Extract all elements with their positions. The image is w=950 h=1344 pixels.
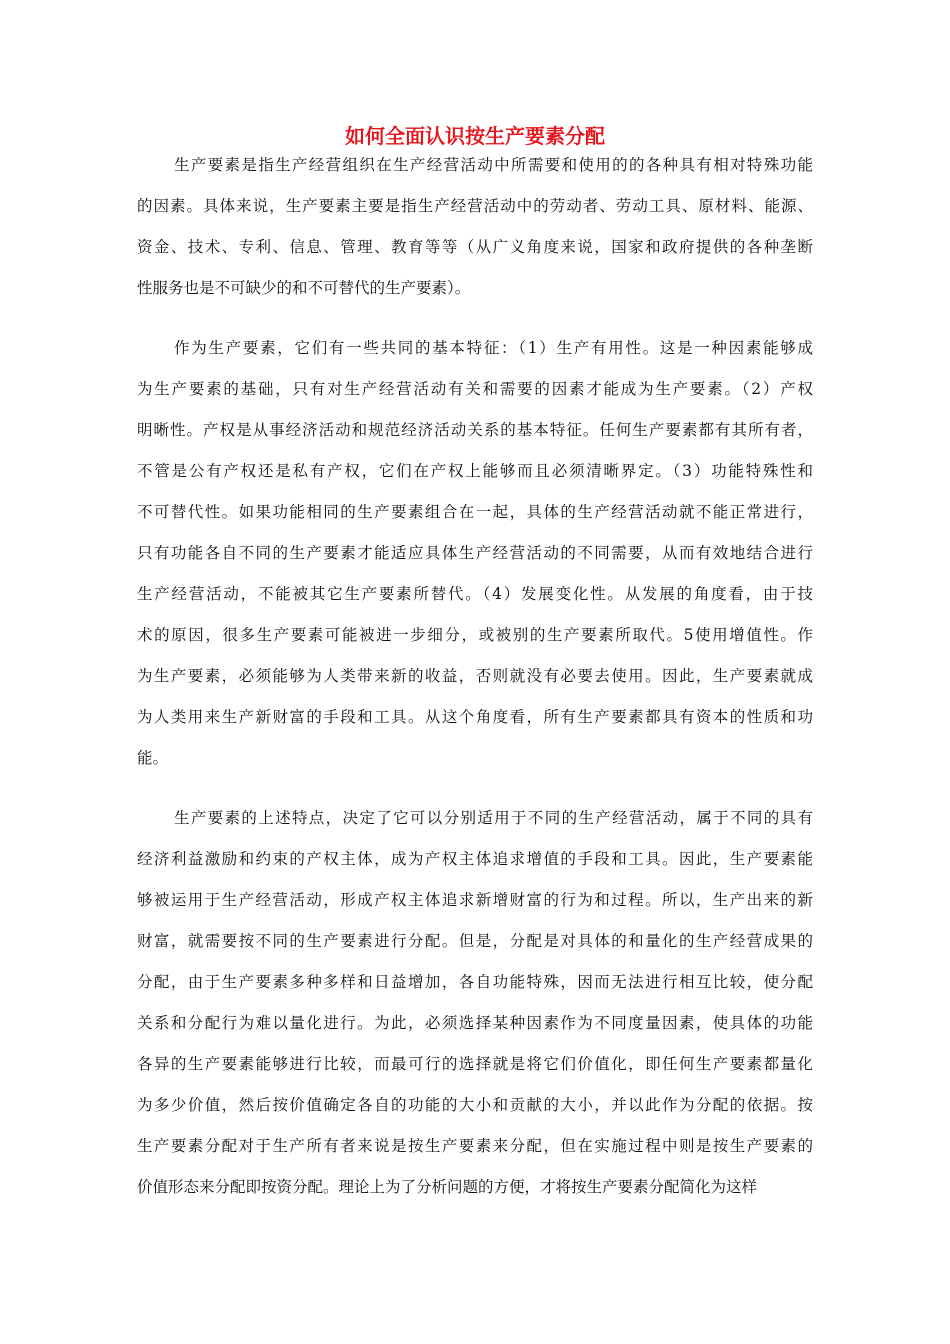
paragraph-line: 不可替代性。如果功能相同的生产要素组合在一起，具体的生产经营活动就不能正常进行，	[137, 503, 813, 521]
paragraph-line: 为多少价值，然后按价值确定各自的功能的大小和贡献的大小，并以此作为分配的依据。按	[137, 1096, 813, 1114]
document-title: 如何全面认识按生产要素分配	[345, 124, 605, 148]
paragraph-line: 作为生产要素，它们有一些共同的基本特征：（1）生产有用性。这是一种因素能够成	[174, 339, 813, 357]
document-body	[137, 151, 813, 1233]
paragraph-line: 只有功能各自不同的生产要素才能适应具体生产经营活动的不同需要，从而有效地结合进行	[137, 544, 813, 562]
paragraph-line: 资金、技术、专利、信息、管理、教育等等（从广义角度来说，国家和政府提供的各种垄断	[137, 238, 813, 256]
paragraph-line: 的因素。具体来说，生产要素主要是指生产经营活动中的劳动者、劳动工具、原材料、能源、	[137, 197, 813, 215]
paragraph-line: 各异的生产要素能够进行比较，而最可行的选择就是将它们价值化，即任何生产要素都量化	[137, 1055, 813, 1073]
paragraph-line: 生产经营活动，不能被其它生产要素所替代。（4）发展变化性。从发展的角度看，由于技	[137, 585, 813, 603]
paragraph-line: 生产要素分配对于生产所有者来说是按生产要素来分配，但在实施过程中则是按生产要素的	[137, 1137, 813, 1155]
paragraph-line: 性服务也是不可缺少的和不可替代的生产要素）。	[137, 279, 471, 297]
paragraph-line: 为生产要素，必须能够为人类带来新的收益，否则就没有必要去使用。因此，生产要素就成	[137, 667, 813, 685]
paragraph-line: 生产要素是指生产经营组织在生产经营活动中所需要和使用的的各种具有相对特殊功能	[174, 156, 813, 174]
paragraph-line: 价值形态来分配即按资分配。理论上为了分析问题的方便，才将按生产要素分配简化为这样	[137, 1178, 758, 1196]
paragraph-line: 能。	[137, 749, 169, 767]
paragraph-line: 明晰性。产权是从事经济活动和规范经济活动关系的基本特征。任何生产要素都有其所有者，	[137, 421, 813, 439]
paragraph	[137, 334, 813, 785]
paragraph-line: 关系和分配行为难以量化进行。为此，必须选择某种因素作为不同度量因素，使具体的功能	[137, 1014, 813, 1032]
paragraph-line: 为人类用来生产新财富的手段和工具。从这个角度看，所有生产要素都具有资本的性质和功	[137, 708, 813, 726]
paragraph	[137, 804, 813, 1214]
paragraph	[137, 151, 813, 315]
paragraph-line: 术的原因，很多生产要素可能被进一步细分，或被别的生产要素所取代。5使用增值性。作	[137, 626, 813, 644]
paragraph-line: 够被运用于生产经营活动，形成产权主体追求新增财富的行为和过程。所以，生产出来的新	[137, 891, 813, 909]
paragraph-line: 分配，由于生产要素多种多样和日益增加，各自功能特殊，因而无法进行相互比较，使分配	[137, 973, 813, 991]
paragraph-line: 财富，就需要按不同的生产要素进行分配。但是，分配是对具体的和量化的生产经营成果的	[137, 932, 813, 950]
paragraph-line: 不管是公有产权还是私有产权，它们在产权上能够而且必须清晰界定。（3）功能特殊性和	[137, 462, 813, 480]
paragraph-line: 为生产要素的基础，只有对生产经营活动有关和需要的因素才能成为生产要素。（2）产权	[137, 380, 813, 398]
paragraph-line: 经济利益激励和约束的产权主体，成为产权主体追求增值的手段和工具。因此，生产要素能	[137, 850, 813, 868]
paragraph-line: 生产要素的上述特点，决定了它可以分别适用于不同的生产经营活动，属于不同的具有	[174, 809, 813, 827]
